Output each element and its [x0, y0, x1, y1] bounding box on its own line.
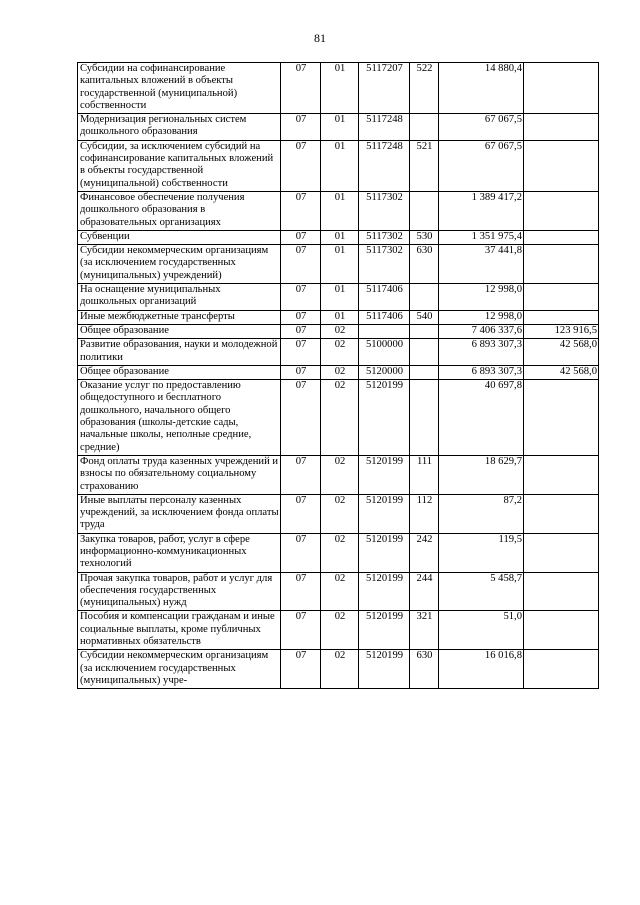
target-article-cell: 5117248	[359, 114, 410, 141]
amount-cell: 6 893 307,3	[439, 365, 524, 379]
amount-cell: 12 998,0	[439, 310, 524, 324]
amount-cell: 40 697,8	[439, 380, 524, 456]
section-code-cell: 07	[281, 380, 321, 456]
table-body	[78, 63, 599, 689]
target-article-cell: 5120199	[359, 572, 410, 611]
expense-type-cell: 244	[410, 572, 439, 611]
item-name-cell: На оснащение муниципальных дошкольных организаций	[78, 284, 281, 311]
subsection-code-cell: 02	[321, 324, 359, 338]
table-row	[78, 494, 599, 533]
subsection-code-cell: 01	[321, 284, 359, 311]
item-name-cell: Общее образование	[78, 365, 281, 379]
subsection-code-cell: 01	[321, 310, 359, 324]
table-row	[78, 339, 599, 366]
subsection-code-cell: 02	[321, 611, 359, 650]
section-code-cell: 07	[281, 114, 321, 141]
amount-extra-cell	[524, 230, 599, 244]
item-name-cell: Оказание услуг по предоставлению общедоступного и бесплатного дошкольного, начального общего образования (школы-детские сады, начальные школы, неполные средние, средние)	[78, 380, 281, 456]
section-code-cell: 07	[281, 63, 321, 114]
budget-table	[77, 62, 599, 689]
amount-extra-cell	[524, 572, 599, 611]
expense-type-cell: 522	[410, 63, 439, 114]
amount-cell: 67 067,5	[439, 114, 524, 141]
amount-extra-cell	[524, 494, 599, 533]
amount-extra-cell	[524, 191, 599, 230]
expense-type-cell	[410, 284, 439, 311]
table-row	[78, 191, 599, 230]
amount-cell: 16 016,8	[439, 650, 524, 689]
expense-type-cell: 111	[410, 455, 439, 494]
amount-extra-cell: 123 916,5	[524, 324, 599, 338]
section-code-cell: 07	[281, 140, 321, 191]
subsection-code-cell: 01	[321, 245, 359, 284]
amount-extra-cell	[524, 533, 599, 572]
subsection-code-cell: 02	[321, 380, 359, 456]
section-code-cell: 07	[281, 455, 321, 494]
amount-extra-cell	[524, 650, 599, 689]
target-article-cell: 5120199	[359, 611, 410, 650]
target-article-cell: 5117302	[359, 191, 410, 230]
subsection-code-cell: 02	[321, 572, 359, 611]
target-article-cell: 5117248	[359, 140, 410, 191]
target-article-cell: 5117406	[359, 284, 410, 311]
table-row	[78, 572, 599, 611]
target-article-cell: 5120199	[359, 380, 410, 456]
amount-cell: 7 406 337,6	[439, 324, 524, 338]
amount-extra-cell: 42 568,0	[524, 339, 599, 366]
table-row	[78, 140, 599, 191]
subsection-code-cell: 02	[321, 455, 359, 494]
page-number: 81	[314, 31, 326, 45]
expense-type-cell: 112	[410, 494, 439, 533]
amount-extra-cell: 42 568,0	[524, 365, 599, 379]
table-row	[78, 245, 599, 284]
expense-type-cell	[410, 114, 439, 141]
expense-type-cell: 321	[410, 611, 439, 650]
expense-type-cell: 530	[410, 230, 439, 244]
table-row	[78, 230, 599, 244]
section-code-cell: 07	[281, 572, 321, 611]
item-name-cell: Субвенции	[78, 230, 281, 244]
target-article-cell: 5117302	[359, 245, 410, 284]
amount-extra-cell	[524, 140, 599, 191]
section-code-cell: 07	[281, 611, 321, 650]
target-article-cell: 5117302	[359, 230, 410, 244]
subsection-code-cell: 01	[321, 191, 359, 230]
table-row	[78, 455, 599, 494]
item-name-cell: Прочая закупка товаров, работ и услуг для обеспечения государственных (муниципальных) нужд	[78, 572, 281, 611]
item-name-cell: Иные межбюджетные трансферты	[78, 310, 281, 324]
item-name-cell: Субсидии некоммерческим организациям (за исключением государственных (муниципальных) учреждений)	[78, 245, 281, 284]
target-article-cell: 5120000	[359, 365, 410, 379]
target-article-cell: 5117207	[359, 63, 410, 114]
expense-type-cell: 521	[410, 140, 439, 191]
amount-extra-cell	[524, 63, 599, 114]
amount-extra-cell	[524, 455, 599, 494]
expense-type-cell: 630	[410, 245, 439, 284]
section-code-cell: 07	[281, 494, 321, 533]
amount-extra-cell	[524, 380, 599, 456]
table-row	[78, 650, 599, 689]
subsection-code-cell: 02	[321, 533, 359, 572]
target-article-cell: 5117406	[359, 310, 410, 324]
table-row	[78, 310, 599, 324]
expense-type-cell: 242	[410, 533, 439, 572]
amount-cell: 67 067,5	[439, 140, 524, 191]
expense-type-cell	[410, 191, 439, 230]
subsection-code-cell: 02	[321, 339, 359, 366]
table-row	[78, 365, 599, 379]
amount-cell: 87,2	[439, 494, 524, 533]
section-code-cell: 07	[281, 650, 321, 689]
amount-cell: 6 893 307,3	[439, 339, 524, 366]
target-article-cell: 5120199	[359, 494, 410, 533]
table-row	[78, 324, 599, 338]
item-name-cell: Закупка товаров, работ, услуг в сфере информационно-коммуникационных технологий	[78, 533, 281, 572]
section-code-cell: 07	[281, 191, 321, 230]
amount-cell: 1 389 417,2	[439, 191, 524, 230]
section-code-cell: 07	[281, 324, 321, 338]
item-name-cell: Общее образование	[78, 324, 281, 338]
amount-cell: 12 998,0	[439, 284, 524, 311]
section-code-cell: 07	[281, 339, 321, 366]
target-article-cell: 5120199	[359, 455, 410, 494]
item-name-cell: Финансовое обеспечение получения дошкольного образования в образовательных организациях	[78, 191, 281, 230]
subsection-code-cell: 02	[321, 494, 359, 533]
section-code-cell: 07	[281, 284, 321, 311]
expense-type-cell	[410, 380, 439, 456]
section-code-cell: 07	[281, 310, 321, 324]
table-row	[78, 114, 599, 141]
amount-cell: 1 351 975,4	[439, 230, 524, 244]
amount-extra-cell	[524, 611, 599, 650]
item-name-cell: Субсидии, за исключением субсидий на софинансирование капитальных вложений в объекты государственной (муниципальной) собственности	[78, 140, 281, 191]
subsection-code-cell: 02	[321, 365, 359, 379]
subsection-code-cell: 01	[321, 114, 359, 141]
amount-extra-cell	[524, 114, 599, 141]
expense-type-cell	[410, 339, 439, 366]
section-code-cell: 07	[281, 230, 321, 244]
target-article-cell	[359, 324, 410, 338]
subsection-code-cell: 01	[321, 63, 359, 114]
table-row	[78, 380, 599, 456]
item-name-cell: Фонд оплаты труда казенных учреждений и взносы по обязательному социальному страхованию	[78, 455, 281, 494]
amount-extra-cell	[524, 284, 599, 311]
subsection-code-cell: 01	[321, 140, 359, 191]
section-code-cell: 07	[281, 365, 321, 379]
table-row	[78, 284, 599, 311]
amount-cell: 14 880,4	[439, 63, 524, 114]
expense-type-cell	[410, 324, 439, 338]
subsection-code-cell: 01	[321, 230, 359, 244]
subsection-code-cell: 02	[321, 650, 359, 689]
item-name-cell: Субсидии некоммерческим организациям (за исключением государственных (муниципальных) учре-	[78, 650, 281, 689]
target-article-cell: 5120199	[359, 533, 410, 572]
item-name-cell: Иные выплаты персоналу казенных учреждений, за исключением фонда оплаты труда	[78, 494, 281, 533]
expense-type-cell: 630	[410, 650, 439, 689]
amount-extra-cell	[524, 245, 599, 284]
section-code-cell: 07	[281, 245, 321, 284]
amount-cell: 5 458,7	[439, 572, 524, 611]
expense-type-cell	[410, 365, 439, 379]
amount-cell: 119,5	[439, 533, 524, 572]
amount-cell: 37 441,8	[439, 245, 524, 284]
target-article-cell: 5120199	[359, 650, 410, 689]
item-name-cell: Субсидии на софинансирование капитальных вложений в объекты государственной (муниципальной) собственности	[78, 63, 281, 114]
table-row	[78, 611, 599, 650]
table-row	[78, 533, 599, 572]
amount-cell: 18 629,7	[439, 455, 524, 494]
item-name-cell: Пособия и компенсации гражданам и иные социальные выплаты, кроме публичных нормативных обязательств	[78, 611, 281, 650]
amount-extra-cell	[524, 310, 599, 324]
section-code-cell: 07	[281, 533, 321, 572]
table-row	[78, 63, 599, 114]
expense-type-cell: 540	[410, 310, 439, 324]
item-name-cell: Модернизация региональных систем дошкольного образования	[78, 114, 281, 141]
item-name-cell: Развитие образования, науки и молодежной политики	[78, 339, 281, 366]
amount-cell: 51,0	[439, 611, 524, 650]
target-article-cell: 5100000	[359, 339, 410, 366]
